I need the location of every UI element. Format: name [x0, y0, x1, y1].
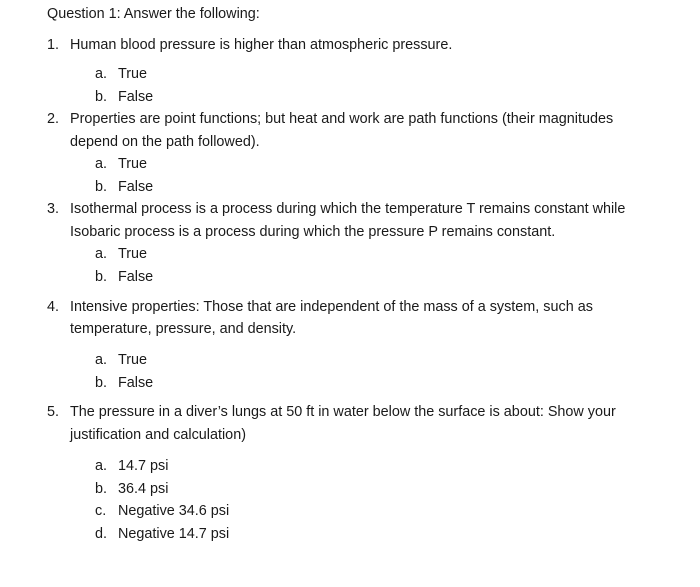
question-text-line: The pressure in a diver’s lungs at 50 ft in water below the surface is about: Show your — [70, 404, 616, 420]
question-text-line: temperature, pressure, and density. — [70, 321, 297, 337]
option-letter: a. — [95, 156, 108, 172]
option-text: 36.4 psi — [118, 481, 169, 497]
question-text-line: Intensive properties: Those that are independent of the mass of a system, such as — [70, 299, 593, 315]
question-number: 4. — [47, 299, 60, 315]
option-text: True — [118, 246, 148, 262]
option-letter: a. — [95, 246, 108, 262]
question-text-line: Isobaric process is a process during which the pressure P remains constant. — [70, 224, 556, 240]
option-text: Negative 14.7 psi — [118, 526, 230, 542]
question-text-line: Properties are point functions; but heat and work are path functions (their magnitudes — [70, 111, 614, 127]
option-letter: d. — [95, 526, 108, 542]
question-text-line: Isothermal process is a process during which the temperature T remains constant while — [70, 201, 626, 217]
page-heading: Question 1: Answer the following: — [47, 6, 260, 22]
option-text: False — [118, 269, 154, 285]
question-number: 3. — [47, 201, 60, 217]
option-letter: b. — [95, 269, 108, 285]
option-text: True — [118, 352, 148, 368]
option-text: True — [118, 66, 148, 82]
option-letter: a. — [95, 352, 108, 368]
option-letter: a. — [95, 66, 108, 82]
option-text: False — [118, 375, 154, 391]
option-letter: b. — [95, 179, 108, 195]
option-text: True — [118, 156, 148, 172]
option-text: Negative 34.6 psi — [118, 503, 230, 519]
question-number: 2. — [47, 111, 60, 127]
option-text: 14.7 psi — [118, 458, 169, 474]
option-letter: b. — [95, 481, 108, 497]
option-letter: b. — [95, 89, 108, 105]
question-text-line: justification and calculation) — [70, 427, 246, 443]
question-number: 1. — [47, 37, 60, 53]
question-number: 5. — [47, 404, 60, 420]
option-letter: a. — [95, 458, 108, 474]
question-text-line: depend on the path followed). — [70, 134, 260, 150]
option-text: False — [118, 179, 154, 195]
option-letter: b. — [95, 375, 108, 391]
option-letter: c. — [95, 503, 107, 519]
option-text: False — [118, 89, 154, 105]
question-text-line: Human blood pressure is higher than atmospheric pressure. — [70, 37, 453, 53]
